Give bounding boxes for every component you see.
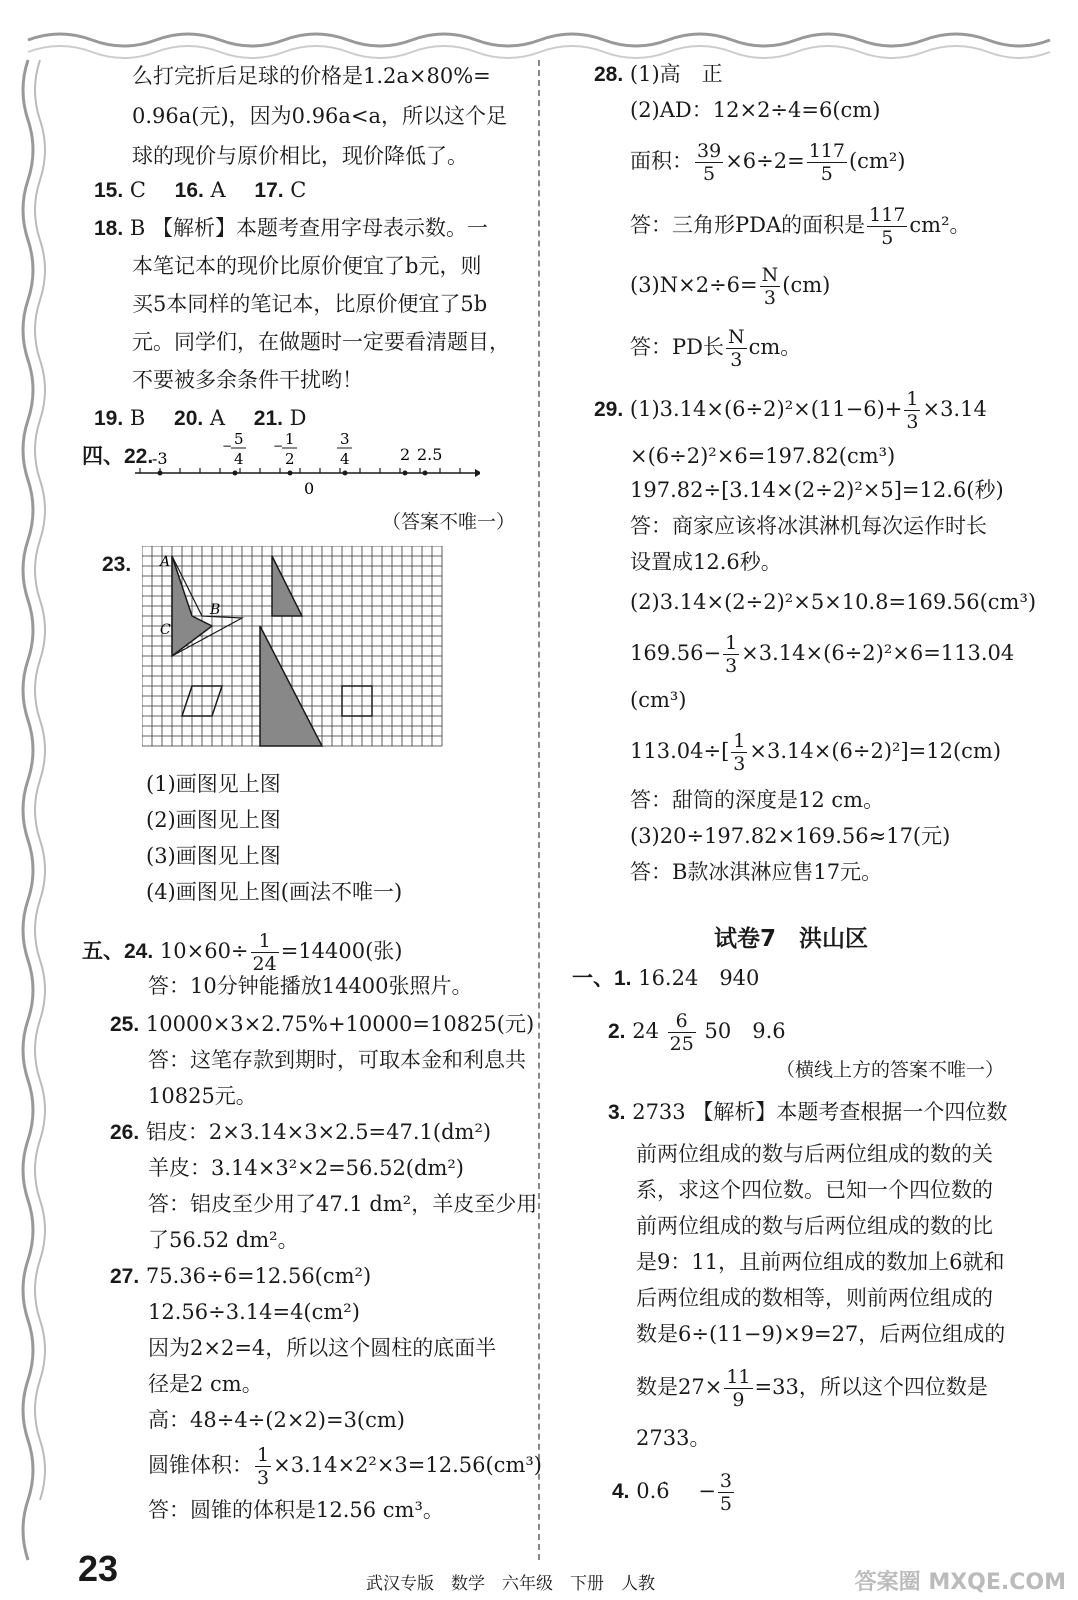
expression: 16.24 940 <box>638 966 760 990</box>
fraction <box>904 388 920 433</box>
text-line: ×(6÷2)²×6=197.82(cm³) <box>630 444 896 468</box>
text-line: 元。同学们，在做题时一定要看清题目， <box>132 330 510 354</box>
point-label-a: A <box>160 554 171 570</box>
expression: (1)3.14×(6÷2)²×(11−6)+ <box>629 397 903 421</box>
question-number: 25. <box>110 1013 140 1036</box>
answer-27 <box>110 1262 371 1291</box>
numerator: 1 <box>906 388 919 410</box>
fraction <box>731 730 747 775</box>
text-line: 了56.52 dm²。 <box>148 1228 299 1252</box>
text-line: 系，求这个四位数。已知一个四位数的 <box>636 1178 993 1202</box>
denominator: 3 <box>733 753 746 775</box>
fraction <box>723 632 739 677</box>
text-line-with-fraction <box>630 204 971 249</box>
answer-15 <box>94 176 306 205</box>
question-number: 23. <box>102 553 132 576</box>
text-line: 本笔记本的现价比原价便宜了b元，则 <box>132 254 482 278</box>
text-line: 0.96a(元)，因为0.96a<a，所以这个足 <box>132 104 508 128</box>
text-line: 买5本同样的笔记本，比原价便宜了5b <box>132 292 488 316</box>
fraction <box>668 1010 696 1055</box>
expression: 2733 【解析】本题考查根据一个四位数 <box>632 1100 1008 1124</box>
question-number: 20. <box>174 407 204 430</box>
text-line: (4)画图见上图(画法不唯一) <box>146 880 403 904</box>
text-line: 答：B款冰淇淋应售17元。 <box>630 860 883 884</box>
text-line: (2)3.14×(2÷2)²×5×10.8=169.56(cm³) <box>630 590 1037 614</box>
fraction <box>760 264 781 309</box>
text-line: (3)20÷197.82×169.56≈17(元) <box>630 824 951 848</box>
text-line: (1)画图见上图 <box>146 772 281 796</box>
tick-label: 2.5 <box>417 445 443 464</box>
answer-26 <box>110 1118 491 1147</box>
question-number: 16. <box>174 179 204 202</box>
text-line: 因为2×2=4，所以这个圆柱的底面半 <box>148 1336 497 1360</box>
section-title: 试卷7 洪山区 <box>714 926 869 952</box>
denominator: 24 <box>252 953 277 975</box>
answer-value: A <box>209 406 226 430</box>
watermark-logo: 答案圈 MXQE.COM <box>854 1570 1066 1595</box>
tick-label: 1 <box>285 430 295 448</box>
text-line: 10825元。 <box>148 1084 257 1108</box>
denominator: 5 <box>820 163 833 185</box>
fraction <box>251 930 279 975</box>
denominator: 9 <box>732 1389 745 1411</box>
question-number: 五、24. <box>82 940 154 963</box>
text-line: 高：48÷4÷(2×2)=3(cm) <box>148 1408 405 1432</box>
numerator: 39 <box>697 140 722 162</box>
question-number: 28. <box>594 63 624 86</box>
expression: (1)高 正 <box>629 62 723 86</box>
tick-label-minus: − <box>273 439 284 453</box>
text-line: 答：铝皮至少用了47.1 dm²，羊皮至少用 <box>148 1192 538 1216</box>
answer-value: C <box>129 178 146 202</box>
expression: 答：三角形PDA的面积是 <box>630 213 866 237</box>
expression: 面积： <box>630 149 693 173</box>
expression: 铝皮：2×3.14×3×2.5=47.1(dm²) <box>145 1120 492 1144</box>
question-number: 一、1. <box>572 967 632 990</box>
expression: cm²。 <box>909 213 971 237</box>
denominator: 5 <box>719 1493 732 1515</box>
tick-label: 2 <box>285 450 295 468</box>
expression: 50 9.6 <box>704 1019 786 1043</box>
text-line: 前两位组成的数与后两位组成的数的比 <box>636 1214 993 1238</box>
answer-4 <box>612 1470 736 1515</box>
text-line: 后两位组成的数相等，则前两位组成的 <box>636 1286 993 1310</box>
expression: 10000×3×2.75%+10000=10825(元) <box>145 1012 535 1036</box>
number-line <box>130 428 480 498</box>
tick-label: 5 <box>234 430 244 448</box>
text-line: (3)画图见上图 <box>146 844 281 868</box>
answer-value: A <box>210 178 226 202</box>
expression: ×6÷2= <box>725 149 805 173</box>
question-23-label <box>102 550 131 579</box>
expression: ×3.14×(6÷2)²]=12(cm) <box>749 739 1002 763</box>
expression: 24 <box>632 1019 659 1043</box>
grid-figure <box>142 546 448 754</box>
expression: (3)N×2÷6= <box>630 273 758 297</box>
question-number: 21. <box>253 407 283 430</box>
question-number: 3. <box>608 1101 626 1124</box>
numerator: 3 <box>719 1470 732 1492</box>
answer-2 <box>608 1010 786 1055</box>
denominator: 3 <box>906 411 919 433</box>
denominator: 5 <box>881 227 894 249</box>
text-line: 答：10分钟能播放14400张照片。 <box>148 974 473 998</box>
expression: =14400(张) <box>280 939 403 963</box>
question-number: 26. <box>110 1121 140 1144</box>
question-number: 四、22. <box>82 445 154 468</box>
tick-label: 4 <box>340 450 350 468</box>
answer-value: D <box>289 406 307 430</box>
minus-sign: − <box>698 1479 716 1503</box>
fraction <box>718 1470 734 1515</box>
text-line: 答：这笔存款到期时，可取本金和利息共 <box>148 1048 526 1072</box>
numerator: 1 <box>725 632 738 654</box>
fraction <box>726 326 747 371</box>
text-line: 答：商家应该将冰淇淋机每次运作时长 <box>630 514 987 538</box>
denominator: 3 <box>763 287 776 309</box>
text-line-with-fraction <box>630 730 1001 775</box>
tick-label-minus: − <box>222 439 233 453</box>
fraction <box>867 204 907 249</box>
answer-29 <box>594 388 987 433</box>
text-line: 答：甜筒的深度是12 cm。 <box>630 788 885 812</box>
note-22: （答案不唯一） <box>382 511 516 533</box>
text-line: 径是2 cm。 <box>148 1372 263 1396</box>
answer-3 <box>608 1098 1007 1127</box>
text-line: 不要被多余条件干扰哟！ <box>132 368 363 392</box>
text-line: 羊皮：3.14×3²×2=56.52(dm²) <box>148 1156 464 1180</box>
denominator: 3 <box>730 349 743 371</box>
text-line: 答：圆锥的体积是12.56 cm³。 <box>148 1498 444 1522</box>
note-2: （横线上方的答案不唯一） <box>776 1059 1005 1081</box>
denominator: 5 <box>703 163 716 185</box>
text-line: 前两位组成的数与后两位组成的数的关 <box>636 1142 993 1166</box>
fraction <box>724 1366 752 1411</box>
numerator: N <box>761 264 779 286</box>
answer-25 <box>110 1010 534 1039</box>
numerator: 1 <box>257 1444 270 1466</box>
question-number: 27. <box>110 1265 140 1288</box>
answer-value: B <box>129 406 146 430</box>
question-number: 19. <box>94 407 124 430</box>
text-line: (cm³) <box>630 688 687 712</box>
expression: 113.04÷[ <box>630 739 730 763</box>
text-line: 数是6÷(11−9)×9=27，后两位组成的 <box>636 1322 1006 1346</box>
numerator: 1 <box>733 730 746 752</box>
tick-label: 4 <box>234 450 244 468</box>
text-line: (2)AD：12×2÷4=6(cm) <box>630 98 881 122</box>
question-number: 29. <box>594 398 624 421</box>
point-label-b: B <box>210 602 221 618</box>
denominator: 3 <box>257 1467 270 1489</box>
answer-text: B 【解析】本题考查用字母表示数。一 <box>129 216 488 240</box>
numerator: N <box>727 326 745 348</box>
point-label-c: C <box>160 622 171 638</box>
expression: (cm²) <box>848 149 906 173</box>
expression: cm。 <box>748 335 802 359</box>
text-line: 2733。 <box>636 1426 711 1450</box>
question-number: 17. <box>254 179 284 202</box>
fraction <box>807 140 847 185</box>
expression: (cm) <box>782 273 831 297</box>
page-number: 23 <box>78 1548 119 1589</box>
text-line-with-fraction <box>630 264 830 309</box>
answer-28 <box>594 60 723 89</box>
question-number: 4. <box>612 1480 630 1503</box>
answer-24 <box>82 930 403 975</box>
expression: ×3.14 <box>922 397 987 421</box>
text-line: 是9：11，且前两位组成的数加上6就和 <box>636 1250 1005 1274</box>
expression: 0.6̇ <box>636 1479 670 1503</box>
tick-label: 3 <box>340 430 350 448</box>
fraction <box>695 140 723 185</box>
numerator: 117 <box>808 140 845 162</box>
expression: 75.36÷6=12.56(cm²) <box>145 1264 372 1288</box>
text-line: (2)画图见上图 <box>146 808 281 832</box>
text-line: 设置成12.6秒。 <box>630 550 782 574</box>
expression: 圆锥体积： <box>148 1453 253 1477</box>
tick-label: 2 <box>400 445 411 464</box>
column-divider <box>538 60 540 1560</box>
denominator: 25 <box>669 1033 694 1055</box>
numerator: 1 <box>251 930 279 953</box>
expression: 169.56− <box>630 641 722 665</box>
question-number: 2. <box>608 1020 626 1043</box>
numerator: 117 <box>869 204 906 226</box>
question-number: 15. <box>94 179 124 202</box>
answer-18 <box>94 214 488 243</box>
footer-text: 武汉专版 数学 六年级 下册 人教 <box>366 1574 655 1594</box>
answer-1 <box>572 964 759 993</box>
text-line: 球的现价与原价相比，现价降低了。 <box>132 144 468 168</box>
expression: 10×60÷ <box>159 939 249 963</box>
numerator: 6 <box>668 1010 696 1033</box>
text-line-with-fraction <box>630 632 1014 677</box>
expression: ×3.14×2²×3=12.56(cm³) <box>273 1453 542 1477</box>
denominator: 3 <box>725 655 738 677</box>
expression: ×3.14×(6÷2)²×6=113.04 <box>741 641 1015 665</box>
expression: 数是27× <box>636 1375 723 1399</box>
question-number: 18. <box>94 217 124 240</box>
text-line: 么打完折后足球的价格是1.2a×80%= <box>132 64 491 88</box>
text-line: 12.56÷3.14=4(cm²) <box>148 1300 360 1324</box>
expression: =33，所以这个四位数是 <box>754 1375 988 1399</box>
tick-label: 0 <box>304 479 315 498</box>
answer-value: C <box>290 178 307 202</box>
text-line: 197.82÷[3.14×(2÷2)²×5]=12.6(秒) <box>630 478 1004 502</box>
text-line-with-fraction <box>630 140 905 185</box>
text-line-with-fraction <box>148 1444 542 1489</box>
text-line-with-fraction <box>636 1366 988 1411</box>
expression: 答：PD长 <box>630 335 724 359</box>
fraction <box>255 1444 271 1489</box>
text-line-with-fraction <box>630 326 801 371</box>
tick-label: -3 <box>152 449 168 468</box>
numerator: 11 <box>726 1366 751 1388</box>
